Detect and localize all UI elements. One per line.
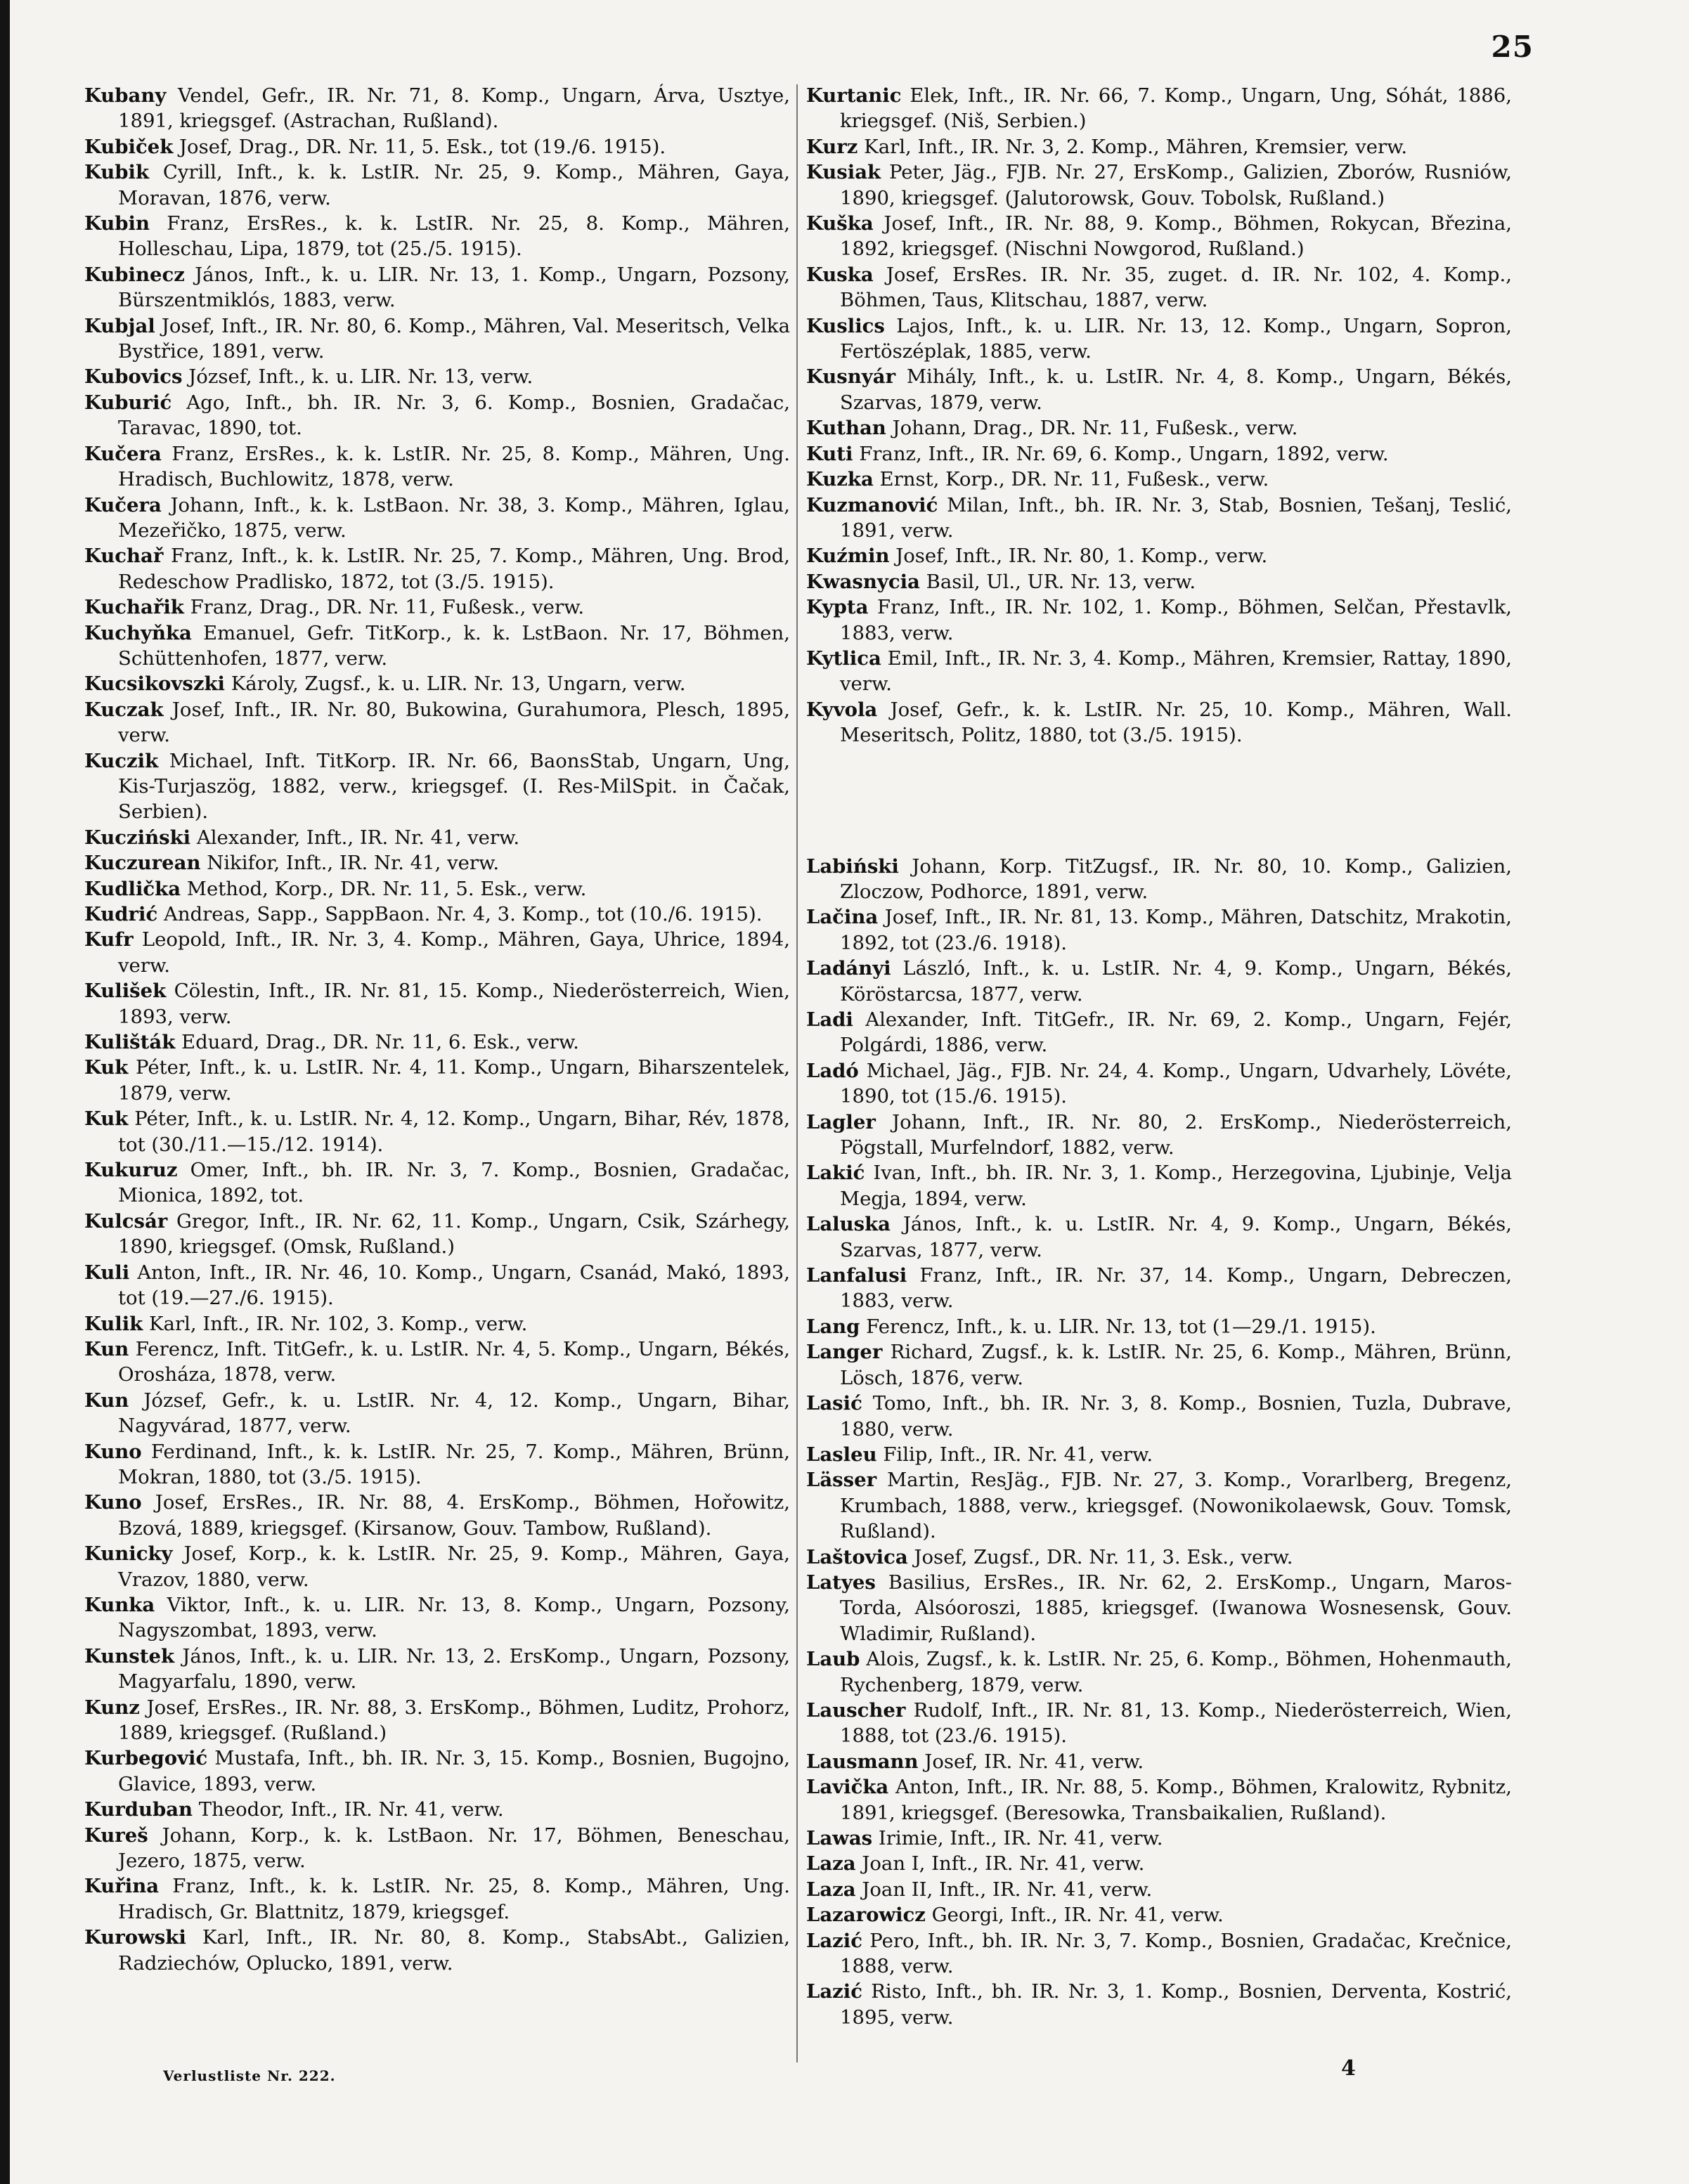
entry-surname: Kusnyár (806, 365, 896, 389)
entry-details: Rudolf, Inft., IR. Nr. 81, 13. Komp., Niederösterreich, Wien, 1888, tot (23./6. 1915). (840, 1698, 1512, 1748)
casualty-entry (806, 1314, 1512, 1339)
casualty-entry (84, 748, 790, 825)
entry-surname: Latyes (806, 1571, 876, 1594)
entry-details: Károly, Zugsf., k. u. LIR. Nr. 13, Ungarn, verw. (231, 672, 686, 696)
entry-surname: Kučera (84, 442, 162, 465)
entry-surname: Lasleu (806, 1443, 877, 1466)
casualty-entry (84, 1695, 790, 1746)
casualty-entry (84, 1106, 790, 1157)
left-column (84, 83, 790, 1976)
entry-details: László, Inft., k. u. LstIR. Nr. 4, 9. Komp., Ungarn, Békés, Köröstarcsa, 1877, verw. (840, 957, 1512, 1006)
entry-surname: Kudlička (84, 877, 181, 900)
entry-details: Theodor, Inft., IR. Nr. 41, verw. (198, 1798, 504, 1821)
casualty-entry (806, 1877, 1512, 1902)
casualty-entry (806, 646, 1512, 697)
section-gap (806, 748, 1512, 854)
casualty-entry (84, 543, 790, 594)
right-column (806, 83, 1512, 2030)
entry-details: Method, Korp., DR. Nr. 11, 5. Esk., verw. (186, 877, 587, 900)
entry-details: Josef, Inft., IR. Nr. 80, 1. Komp., verw. (895, 545, 1268, 568)
casualty-entry (806, 1979, 1512, 2030)
entry-details: Franz, Inft., IR. Nr. 102, 1. Komp., Böhmen, Selčan, Přestavlk, 1883, verw. (840, 596, 1512, 644)
entry-surname: Lagler (806, 1110, 876, 1133)
entry-details: Elek, Inft., IR. Nr. 66, 7. Komp., Ungarn, Ung, Sóhát, 1886, kriegsgef. (Niš, Serbien.) (840, 84, 1512, 133)
entry-details: Johann, Korp., k. k. LstBaon. Nr. 17, Böhmen, Beneschau, Jezero, 1875, verw. (118, 1824, 790, 1873)
casualty-entry (806, 904, 1512, 956)
casualty-entry (84, 1260, 790, 1311)
casualty-entry (84, 1337, 790, 1388)
entry-surname: Kubovics (84, 365, 183, 389)
casualty-entry (84, 697, 790, 748)
entry-details: Karl, Inft., IR. Nr. 3, 2. Komp., Mähren, Kremsier, verw. (864, 135, 1408, 158)
casualty-entry (806, 211, 1512, 262)
casualty-entry (806, 364, 1512, 415)
entry-surname: Kurtanic (806, 84, 902, 107)
casualty-entry (84, 364, 790, 389)
entry-details: Mustafa, Inft., bh. IR. Nr. 3, 15. Komp., Bosnien, Bugojno, Glavice, 1893, verw. (118, 1747, 790, 1795)
entry-details: Johann, Inft., k. k. LstBaon. Nr. 38, 3. Komp., Mähren, Iglau, Mezeřičko, 1875, verw. (118, 493, 790, 542)
entry-surname: Lausmann (806, 1750, 919, 1773)
casualty-entry (806, 493, 1512, 544)
entry-details: Omer, Inft., bh. IR. Nr. 3, 7. Komp., Bosnien, Gradačac, Mionica, 1892, tot. (118, 1159, 790, 1207)
casualty-entry (84, 1311, 790, 1337)
entry-surname: Kuchařik (84, 596, 184, 619)
entry-details: Andreas, Sapp., SappBaon. Nr. 4, 3. Komp., tot (10./6. 1915). (163, 903, 763, 925)
entry-details: Filip, Inft., IR. Nr. 41, verw. (883, 1443, 1153, 1466)
entry-details: Alexander, Inft., IR. Nr. 41, verw. (196, 826, 520, 849)
entry-surname: Lavička (806, 1776, 889, 1799)
entry-details: Alois, Zugsf., k. k. LstIR. Nr. 25, 6. Komp., Böhmen, Hohenmauth, Rychenberg, 1879, verw. (840, 1648, 1512, 1696)
entry-surname: Kuk (84, 1056, 129, 1079)
casualty-entry (84, 671, 790, 696)
entry-surname: Lakić (806, 1162, 865, 1185)
entry-surname: Lässer (806, 1469, 877, 1492)
entry-surname: Kunicky (84, 1542, 173, 1566)
entry-surname: Kuzka (806, 468, 874, 491)
casualty-entry (806, 854, 1512, 905)
casualty-entry (84, 902, 790, 927)
casualty-entry (84, 1209, 790, 1260)
entry-details: Ernst, Korp., DR. Nr. 11, Fußesk., verw. (879, 468, 1269, 491)
entry-details: Ferdinand, Inft., k. k. LstIR. Nr. 25, 7. Komp., Mähren, Brünn, Mokran, 1880, tot (3./5. 1915). (118, 1440, 790, 1488)
page-number: 25 (1491, 30, 1534, 64)
entry-surname: Kunz (84, 1696, 140, 1719)
entry-details: János, Inft., k. u. LstIR. Nr. 4, 9. Komp., Ungarn, Békés, Szarvas, 1877, verw. (840, 1213, 1512, 1261)
column-divider (796, 84, 798, 2062)
casualty-entry (84, 390, 790, 441)
entry-surname: Langer (806, 1341, 883, 1364)
casualty-entry (806, 1007, 1512, 1058)
entry-surname: Kuchař (84, 545, 164, 568)
entry-details: Josef, ErsRes., IR. Nr. 88, 4. ErsKomp., Böhmen, Hořowitz, Bzová, 1889, kriegsgef. (Kirsanow, Gouv. Tambow, Rußland). (118, 1491, 790, 1540)
entry-surname: Labiński (806, 854, 899, 878)
casualty-entry (806, 1570, 1512, 1646)
entry-surname: Kuczurean (84, 852, 201, 875)
entry-details: Ferencz, Inft., k. u. LIR. Nr. 13, tot (1—29./1. 1915). (866, 1315, 1376, 1338)
casualty-entry (84, 1541, 790, 1592)
entry-surname: Kun (84, 1389, 129, 1412)
entry-details: Joan I, Inft., IR. Nr. 41, verw. (862, 1852, 1145, 1876)
casualty-entry (84, 1490, 790, 1541)
casualty-entry (806, 1928, 1512, 1980)
casualty-entry (806, 83, 1512, 134)
entry-details: Vendel, Gefr., IR. Nr. 71, 8. Komp., Ungarn, Árva, Usztye, 1891, kriegsgef. (Astrachan, Rußland). (118, 84, 790, 133)
casualty-entry (84, 160, 790, 211)
entry-surname: Kuřina (84, 1875, 160, 1898)
entry-details: Basil, Ul., UR. Nr. 13, verw. (926, 570, 1196, 593)
entry-details: Georgi, Inft., IR. Nr. 41, verw. (931, 1904, 1224, 1927)
casualty-entry (806, 1749, 1512, 1774)
casualty-entry (806, 1826, 1512, 1851)
entry-surname: Kubany (84, 84, 167, 107)
casualty-entry (84, 134, 790, 160)
entry-details: Viktor, Inft., k. u. LIR. Nr. 13, 8. Komp., Ungarn, Pozsony, Nagyszombat, 1893, verw. (118, 1593, 790, 1642)
entry-surname: Lazić (806, 1980, 862, 2003)
entry-details: József, Gefr., k. u. LstIR. Nr. 4, 12. Komp., Ungarn, Bihar, Nagyvárad, 1877, verw. (118, 1389, 790, 1438)
entry-details: Péter, Inft., k. u. LstIR. Nr. 4, 11. Komp., Ungarn, Biharszentelek, 1879, verw. (118, 1056, 790, 1105)
casualty-entry (806, 1545, 1512, 1570)
entry-details: Karl, Inft., IR. Nr. 80, 8. Komp., StabsAbt., Galizien, Radziechów, Oplucko, 1891, verw. (118, 1926, 790, 1975)
casualty-entry (84, 493, 790, 544)
entry-details: Emanuel, Gefr. TitKorp., k. k. LstBaon. Nr. 17, Böhmen, Schüttenhofen, 1877, verw. (118, 621, 790, 670)
entry-surname: Kuburić (84, 391, 172, 414)
entry-details: Josef, Korp., k. k. LstIR. Nr. 25, 9. Komp., Mähren, Gaya, Vrazov, 1880, verw. (118, 1542, 790, 1591)
entry-details: Franz, Inft., IR. Nr. 69, 6. Komp., Ungarn, 1892, verw. (859, 442, 1389, 465)
entry-details: János, Inft., k. u. LIR. Nr. 13, 2. ErsKomp., Ungarn, Pozsony, Magyarfalu, 1890, verw. (118, 1644, 790, 1694)
entry-surname: Kuzmanović (806, 493, 938, 516)
entry-surname: Kurduban (84, 1798, 193, 1821)
entry-surname: Kuczik (84, 749, 159, 772)
entry-surname: Kuli (84, 1261, 130, 1284)
entry-surname: Kuchyňka (84, 621, 192, 644)
entry-surname: Kypta (806, 596, 869, 619)
casualty-entry (806, 441, 1512, 467)
casualty-entry (84, 262, 790, 313)
entry-details: Franz, ErsRes., k. k. LstIR. Nr. 25, 8. Komp., Mähren, Ung. Hradisch, Buchlowitz, 1878, verw. (118, 442, 790, 491)
entry-surname: Lanfalusi (806, 1264, 907, 1287)
entry-surname: Kucsikovszki (84, 672, 225, 696)
entry-surname: Kuthan (806, 417, 886, 440)
entry-surname: Laza (806, 1852, 856, 1876)
entry-details: Eduard, Drag., DR. Nr. 11, 6. Esk., verw. (181, 1031, 579, 1054)
entry-surname: Kurz (806, 135, 858, 158)
entry-details: Josef, IR. Nr. 41, verw. (924, 1750, 1144, 1773)
entry-details: Ferencz, Inft. TitGefr., k. u. LstIR. Nr. 4, 5. Komp., Ungarn, Békés, Orosháza, 1878, verw. (118, 1337, 790, 1386)
casualty-entry (806, 543, 1512, 568)
entry-details: Peter, Jäg., FJB. Nr. 27, ErsKomp., Galizien, Zborów, Rusniów, 1890, kriegsgef. (Jalutorowsk, Gouv. Tobolsk, Rußland.) (840, 161, 1512, 209)
casualty-entry (806, 1263, 1512, 1314)
entry-surname: Kun (84, 1337, 129, 1360)
entry-details: Cölestin, Inft., IR. Nr. 81, 15. Komp., Niederösterreich, Wien, 1893, verw. (118, 980, 790, 1028)
entry-details: Franz, Inft., IR. Nr. 37, 14. Komp., Ungarn, Debreczen, 1883, verw. (840, 1264, 1512, 1313)
entry-details: Ago, Inft., bh. IR. Nr. 3, 6. Komp., Bosnien, Gradačac, Taravac, 1890, tot. (118, 391, 790, 440)
casualty-entry (806, 1902, 1512, 1928)
entry-surname: Kulišek (84, 980, 167, 1003)
entry-surname: Kufr (84, 928, 134, 951)
entry-surname: Kubiček (84, 135, 174, 158)
casualty-entry (84, 594, 790, 620)
casualty-entry (806, 956, 1512, 1007)
casualty-entry (84, 825, 790, 850)
entry-details: Pero, Inft., bh. IR. Nr. 3, 7. Komp., Bosnien, Gradačac, Krečnice, 1888, verw. (840, 1929, 1512, 1978)
entry-surname: Kukuruz (84, 1159, 178, 1182)
entry-details: Milan, Inft., bh. IR. Nr. 3, Stab, Bosnien, Tešanj, Teslić, 1891, verw. (840, 493, 1512, 542)
casualty-entry (84, 83, 790, 134)
entry-surname: Laza (806, 1878, 856, 1901)
list-label: Verlustliste Nr. 222. (163, 2067, 336, 2084)
entry-surname: Kubinecz (84, 263, 185, 286)
entry-details: Lajos, Inft., k. u. LIR. Nr. 13, 12. Komp., Ungarn, Sopron, Fertöszéplak, 1885, verw. (840, 314, 1512, 363)
entry-surname: Kunka (84, 1593, 155, 1616)
entry-surname: Kunstek (84, 1644, 175, 1668)
casualty-entry (84, 850, 790, 876)
entry-surname: Laub (806, 1648, 860, 1671)
casualty-entry (84, 1797, 790, 1822)
casualty-entry (84, 1873, 790, 1925)
entry-surname: Kureš (84, 1824, 148, 1847)
entry-surname: Kyvola (806, 698, 878, 721)
entry-surname: Lawas (806, 1827, 873, 1850)
page-edge (0, 0, 10, 2184)
entry-details: Nikifor, Inft., IR. Nr. 41, verw. (207, 852, 500, 875)
entry-details: Emil, Inft., IR. Nr. 3, 4. Komp., Mähren, Kremsier, Rattay, 1890, verw. (840, 646, 1512, 696)
casualty-entry (806, 1110, 1512, 1161)
entry-surname: Kuška (806, 212, 874, 235)
entry-details: János, Inft., k. u. LIR. Nr. 13, 1. Komp., Ungarn, Pozsony, Bürszentmiklós, 1883, verw. (118, 263, 790, 312)
entry-surname: Kuno (84, 1491, 142, 1514)
casualty-entry (806, 1211, 1512, 1263)
entry-details: Franz, Drag., DR. Nr. 11, Fußesk., verw. (190, 596, 585, 619)
casualty-entry (806, 1646, 1512, 1698)
casualty-entry (84, 927, 790, 978)
entry-details: Gregor, Inft., IR. Nr. 62, 11. Komp., Ungarn, Csik, Szárhegy, 1890, kriegsgef. (Omsk, Rußland.) (118, 1209, 790, 1259)
entry-details: Josef, Inft., IR. Nr. 81, 13. Komp., Mähren, Datschitz, Mrakotin, 1892, tot (23./6. 1918). (840, 906, 1512, 954)
entry-surname: Lazarowicz (806, 1904, 926, 1927)
sheet-number: 4 (1341, 2056, 1356, 2081)
entry-details: Michael, Jäg., FJB. Nr. 24, 4. Komp., Ungarn, Udvarhely, Lövéte, 1890, tot (15./6. 1915). (840, 1059, 1512, 1108)
entry-details: Risto, Inft., bh. IR. Nr. 3, 1. Komp., Bosnien, Derventa, Kostrić, 1895, verw. (840, 1980, 1512, 2029)
casualty-entry (806, 1058, 1512, 1110)
casualty-entry (806, 594, 1512, 646)
casualty-entry (84, 1055, 790, 1106)
entry-surname: Laluska (806, 1213, 891, 1236)
casualty-entry (806, 1442, 1512, 1467)
entry-details: Josef, Zugsf., DR. Nr. 11, 3. Esk., verw. (914, 1545, 1293, 1568)
entry-surname: Ladányi (806, 957, 891, 980)
casualty-entry (806, 415, 1512, 441)
casualty-entry (84, 1029, 790, 1055)
entry-details: Franz, Inft., k. k. LstIR. Nr. 25, 7. Komp., Mähren, Ung. Brod, Redeschow Pradlisko, 1872, tot (3./5. 1915). (118, 545, 790, 593)
entry-details: Richard, Zugsf., k. k. LstIR. Nr. 25, 6. Komp., Mähren, Brünn, Lösch, 1876, verw. (840, 1341, 1512, 1389)
casualty-entry (806, 697, 1512, 748)
entry-details: Michael, Inft. TitKorp. IR. Nr. 66, BaonsStab, Ungarn, Ung, Kis-Turjaszög, 1882, verw., kriegsgef. (I. Res-MilSpit. in Čačak, Serbien). (118, 749, 790, 824)
entry-details: Alexander, Inft. TitGefr., IR. Nr. 69, 2. Komp., Ungarn, Fejér, Polgárdi, 1886, verw. (840, 1008, 1512, 1057)
casualty-entry (84, 1644, 790, 1695)
entry-details: Johann, Korp. TitZugsf., IR. Nr. 80, 10. Komp., Galizien, Zloczow, Podhorce, 1891, verw. (840, 854, 1512, 903)
casualty-entry (84, 876, 790, 902)
casualty-entry (806, 467, 1512, 492)
entry-details: Tomo, Inft., bh. IR. Nr. 3, 8. Komp., Bosnien, Tuzla, Dubrave, 1880, verw. (840, 1392, 1512, 1441)
casualty-entry (806, 1391, 1512, 1442)
entry-details: Josef, Inft., IR. Nr. 88, 9. Komp., Böhmen, Rokycan, Březina, 1892, kriegsgef. (Nischni Nowgorod, Rußland.) (840, 212, 1512, 261)
entry-surname: Ladó (806, 1059, 859, 1082)
entry-details: Josef, Gefr., k. k. LstIR. Nr. 25, 10. Komp., Mähren, Wall. Meseritsch, Politz, 1880, tot (3./5. 1915). (840, 698, 1512, 747)
casualty-entry (806, 1774, 1512, 1826)
entry-surname: Kytlica (806, 646, 881, 670)
entry-details: Johann, Drag., DR. Nr. 11, Fußesk., verw. (892, 417, 1298, 440)
entry-surname: Kucziński (84, 826, 191, 849)
entry-surname: Ladi (806, 1008, 853, 1031)
entry-surname: Kuno (84, 1440, 142, 1463)
casualty-entry (84, 1823, 790, 1874)
entry-surname: Kulcsár (84, 1209, 168, 1233)
casualty-entry (84, 1592, 790, 1644)
casualty-entry (84, 1439, 790, 1490)
entry-details: Josef, ErsRes. IR. Nr. 35, zuget. d. IR. Nr. 102, 4. Komp., Böhmen, Taus, Klitschau, 1887, verw. (840, 263, 1512, 312)
entry-details: József, Inft., k. u. LIR. Nr. 13, verw. (188, 365, 533, 389)
entry-surname: Kwasnycia (806, 570, 920, 593)
casualty-entry (806, 1851, 1512, 1876)
entry-details: Anton, Inft., IR. Nr. 88, 5. Komp., Böhmen, Kralowitz, Rybnitz, 1891, kriegsgef. (Beresowka, Transbaikalien, Rußland). (840, 1776, 1512, 1824)
entry-details: Mihály, Inft., k. u. LstIR. Nr. 4, 8. Komp., Ungarn, Békés, Szarvas, 1879, verw. (840, 365, 1512, 414)
entry-surname: Lazić (806, 1929, 862, 1952)
entry-surname: Kudrić (84, 903, 158, 925)
entry-details: Franz, ErsRes., k. k. LstIR. Nr. 25, 8. Komp., Mähren, Holleschau, Lipa, 1879, tot (25./5. 1915). (118, 212, 790, 261)
entry-surname: Laštovica (806, 1545, 908, 1568)
entry-surname: Lauscher (806, 1698, 906, 1722)
entry-details: Johann, Inft., IR. Nr. 80, 2. ErsKomp., Niederösterreich, Pögstall, Murfelndorf, 1882, verw. (840, 1110, 1512, 1159)
entry-details: Irimie, Inft., IR. Nr. 41, verw. (878, 1827, 1163, 1850)
casualty-entry (84, 620, 790, 672)
entry-details: Joan II, Inft., IR. Nr. 41, verw. (862, 1878, 1153, 1901)
entry-details: Josef, ErsRes., IR. Nr. 88, 3. ErsKomp., Böhmen, Luditz, Prohorz, 1889, kriegsgef. (Rußland.) (118, 1696, 791, 1744)
casualty-entry (806, 160, 1512, 211)
casualty-entry (806, 134, 1512, 160)
entry-surname: Kubik (84, 161, 150, 184)
casualty-entry (806, 1698, 1512, 1749)
casualty-entry (84, 1157, 790, 1209)
casualty-entry (84, 441, 790, 493)
casualty-entry (806, 1339, 1512, 1391)
entry-details: Josef, Inft., IR. Nr. 80, Bukowina, Gurahumora, Plesch, 1895, verw. (118, 698, 790, 747)
casualty-entry (806, 262, 1512, 313)
casualty-entry (806, 569, 1512, 594)
entry-details: Josef, Inft., IR. Nr. 80, 6. Komp., Mähren, Val. Meseritsch, Velka Bystřice, 1891, verw. (118, 314, 790, 363)
casualty-entry (806, 1160, 1512, 1211)
entry-surname: Kuslics (806, 314, 885, 337)
entry-surname: Kurowski (84, 1926, 186, 1949)
entry-details: Cyrill, Inft., k. k. LstIR. Nr. 25, 9. Komp., Mähren, Gaya, Moravan, 1876, verw. (118, 161, 790, 209)
entry-surname: Kuti (806, 442, 853, 465)
entry-surname: Kuczak (84, 698, 164, 721)
entry-surname: Lačina (806, 906, 879, 929)
entry-details: Josef, Drag., DR. Nr. 11, 5. Esk., tot (19./6. 1915). (179, 135, 666, 158)
casualty-entry (84, 313, 790, 365)
casualty-entry (84, 1925, 790, 1976)
casualty-entry (84, 1746, 790, 1797)
casualty-entry (84, 211, 790, 262)
entry-details: Basilius, ErsRes., IR. Nr. 62, 2. ErsKomp., Ungarn, Maros-Torda, Alsóoroszi, 1885, kriegsgef. (Iwanowa Wosnesensk, Gouv. Wladimir, Rußland). (840, 1571, 1512, 1645)
entry-details: Leopold, Inft., IR. Nr. 3, 4. Komp., Mähren, Gaya, Uhrice, 1894, verw. (118, 928, 790, 977)
entry-surname: Kulik (84, 1312, 143, 1335)
entry-surname: Kusiak (806, 161, 881, 184)
casualty-entry (84, 978, 790, 1029)
entry-surname: Kubjal (84, 314, 155, 337)
entry-details: Péter, Inft., k. u. LstIR. Nr. 4, 12. Komp., Ungarn, Bihar, Rév, 1878, tot (30./11.—15./12. 1914). (118, 1107, 790, 1156)
entry-surname: Kulišták (84, 1031, 176, 1054)
entry-surname: Kuska (806, 263, 874, 286)
casualty-entry (806, 1467, 1512, 1544)
entry-surname: Lasić (806, 1392, 862, 1415)
casualty-entry (806, 313, 1512, 365)
entry-surname: Kuk (84, 1107, 129, 1131)
entry-surname: Kučera (84, 493, 162, 516)
entry-details: Karl, Inft., IR. Nr. 102, 3. Komp., verw. (149, 1312, 528, 1335)
entry-surname: Kubin (84, 212, 150, 235)
entry-surname: Lang (806, 1315, 860, 1338)
entry-details: Ivan, Inft., bh. IR. Nr. 3, 1. Komp., Herzegovina, Ljubinje, Velja Megja, 1894, verw. (840, 1162, 1512, 1210)
entry-details: Martin, ResJäg., FJB. Nr. 27, 3. Komp., Vorarlberg, Bregenz, Krumbach, 1888, verw., kriegsgef. (Nowonikolaewsk, Gouv. Tomsk, Rußland). (840, 1469, 1513, 1543)
casualty-entry (84, 1388, 790, 1439)
entry-surname: Kuźmin (806, 545, 890, 568)
entry-details: Anton, Inft., IR. Nr. 46, 10. Komp., Ungarn, Csanád, Makó, 1893, tot (19.—27./6. 1915). (118, 1261, 790, 1310)
entry-surname: Kurbegović (84, 1747, 208, 1770)
entry-details: Franz, Inft., k. k. LstIR. Nr. 25, 8. Komp., Mähren, Ung. Hradisch, Gr. Blattnitz, 1879, kriegsgef. (118, 1875, 791, 1923)
